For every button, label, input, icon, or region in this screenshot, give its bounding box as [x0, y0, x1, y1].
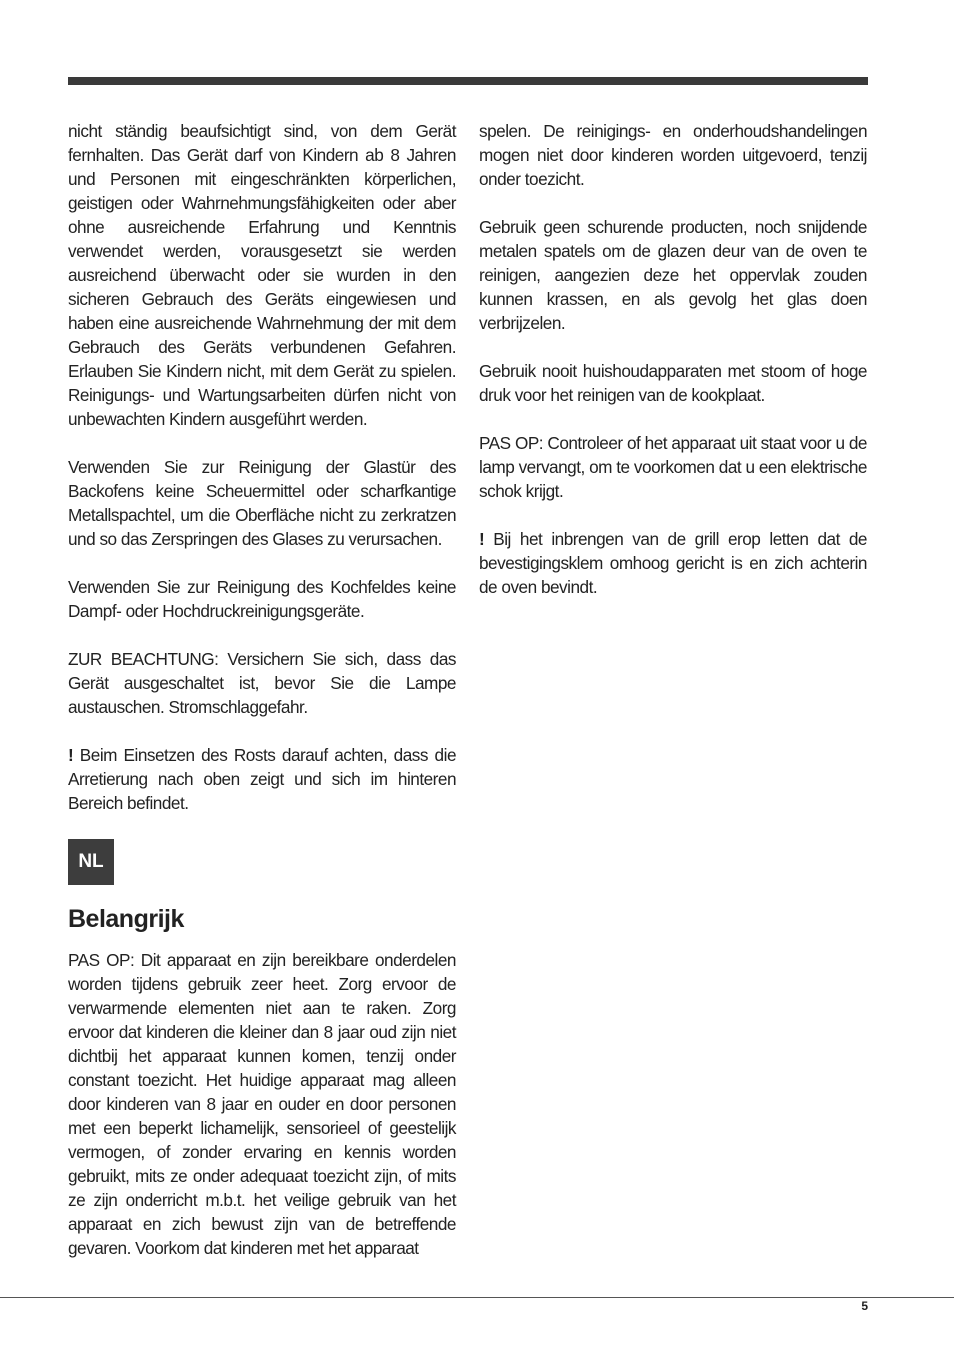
language-badge: NL [68, 839, 114, 885]
nl-paragraph-2: Gebruik geen schurende producten, noch snijdende metalen spatels om de glazen deur van de oven te reinigen, aangezien deze het oppervlak zouden kunnen krassen, en als gevolg het glas doen verbrijzelen. [479, 217, 867, 333]
nl-paragraph-3: Gebruik nooit huishoudapparaten met stoom of hoge druk voor het reinigen van de kookplaat. [479, 361, 867, 405]
nl-intro-paragraph: PAS OP: Dit apparaat en zijn bereikbare onderdelen worden tijdens gebruik zeer heet. Zorg ervoor de verwarmende elementen niet aan te raken. Zorg ervoor dat kinderen die kleiner dan 8 jaar oud zijn niet dichtbij het apparaat kunnen komen, tenzij onder constant toezicht. Het huidige apparaat mag alleen door kinderen van 8 jaar en ouder en door personen met een beperkt lichamelijk, sensorieel of geestelijk vermogen, of zonder ervaring en kennis worden gebruikt, mits ze onder adequaat toezicht zijn, of mits ze zijn onderricht m.b.t. het veilige gebruik van het apparaat en zich bewust zijn van de betreffende gevaren. Voorkom dat kinderen met het apparaat [68, 950, 456, 1258]
section-title: Belangrijk [68, 905, 184, 933]
warning-mark-icon: ! [68, 745, 74, 765]
nl-note [479, 527, 867, 599]
de-paragraph-1: nicht ständig beaufsichtigt sind, von dem Gerät fernhalten. Das Gerät darf von Kindern ab 8 Jahren und Personen mit eingeschränkten körperlichen, geistigen oder Wahrnehmungsfähigkeiten oder aber ohne ausreichende Erfahrung und Kenntnis verwendet werden, vorausgesetzt sie werden ausreichend überwacht oder sie wurden in den sicheren Gebrauch des Geräts eingewiesen und haben eine ausreichende Wahrnehmung der mit dem Gebrauch des Geräts verbundenen Gefahren. Erlauben Sie Kindern nicht, mit dem Gerät zu spielen. Reinigungs- und Wartungsarbeiten dürfen nicht von unbewachten Kindern ausgeführt werden. [68, 121, 456, 429]
nl-note-text: Bij het inbrengen van de grill erop letten dat de bevestigingsklem omhoog gericht is en zich achterin de oven bevindt. [479, 529, 867, 597]
footer-rule [0, 1297, 954, 1298]
de-paragraph-2: Verwenden Sie zur Reinigung der Glastür des Backofens keine Scheuermittel oder scharfkantige Metallspachtel, um die Oberfläche nicht zu zerkratzen und so das Zerspringen des Glases zu verursachen. [68, 457, 456, 549]
de-note [68, 743, 456, 815]
right-column [479, 119, 867, 623]
page-number: 5 [861, 1299, 868, 1313]
nl-paragraph-1: spelen. De reinigings- en onderhoudshandelingen mogen niet door kinderen worden uitgevoerd, tenzij onder toezicht. [479, 121, 867, 189]
de-note-text: Beim Einsetzen des Rosts darauf achten, dass die Arretierung nach oben zeigt und sich im hinteren Bereich befindet. [68, 745, 456, 813]
de-paragraph-3: Verwenden Sie zur Reinigung des Kochfeldes keine Dampf- oder Hochdruckreinigungsgeräte. [68, 577, 456, 621]
left-column [68, 119, 456, 1284]
warning-mark-icon: ! [479, 529, 485, 549]
nl-paragraph-4: PAS OP: Controleer of het apparaat uit staat voor u de lamp vervangt, om te voorkomen dat u een elektrische schok krijgt. [479, 433, 867, 501]
de-paragraph-4: ZUR BEACHTUNG: Versichern Sie sich, dass das Gerät ausgeschaltet ist, bevor Sie die Lampe austauschen. Stromschlaggefahr. [68, 649, 456, 717]
header-rule [68, 77, 868, 85]
